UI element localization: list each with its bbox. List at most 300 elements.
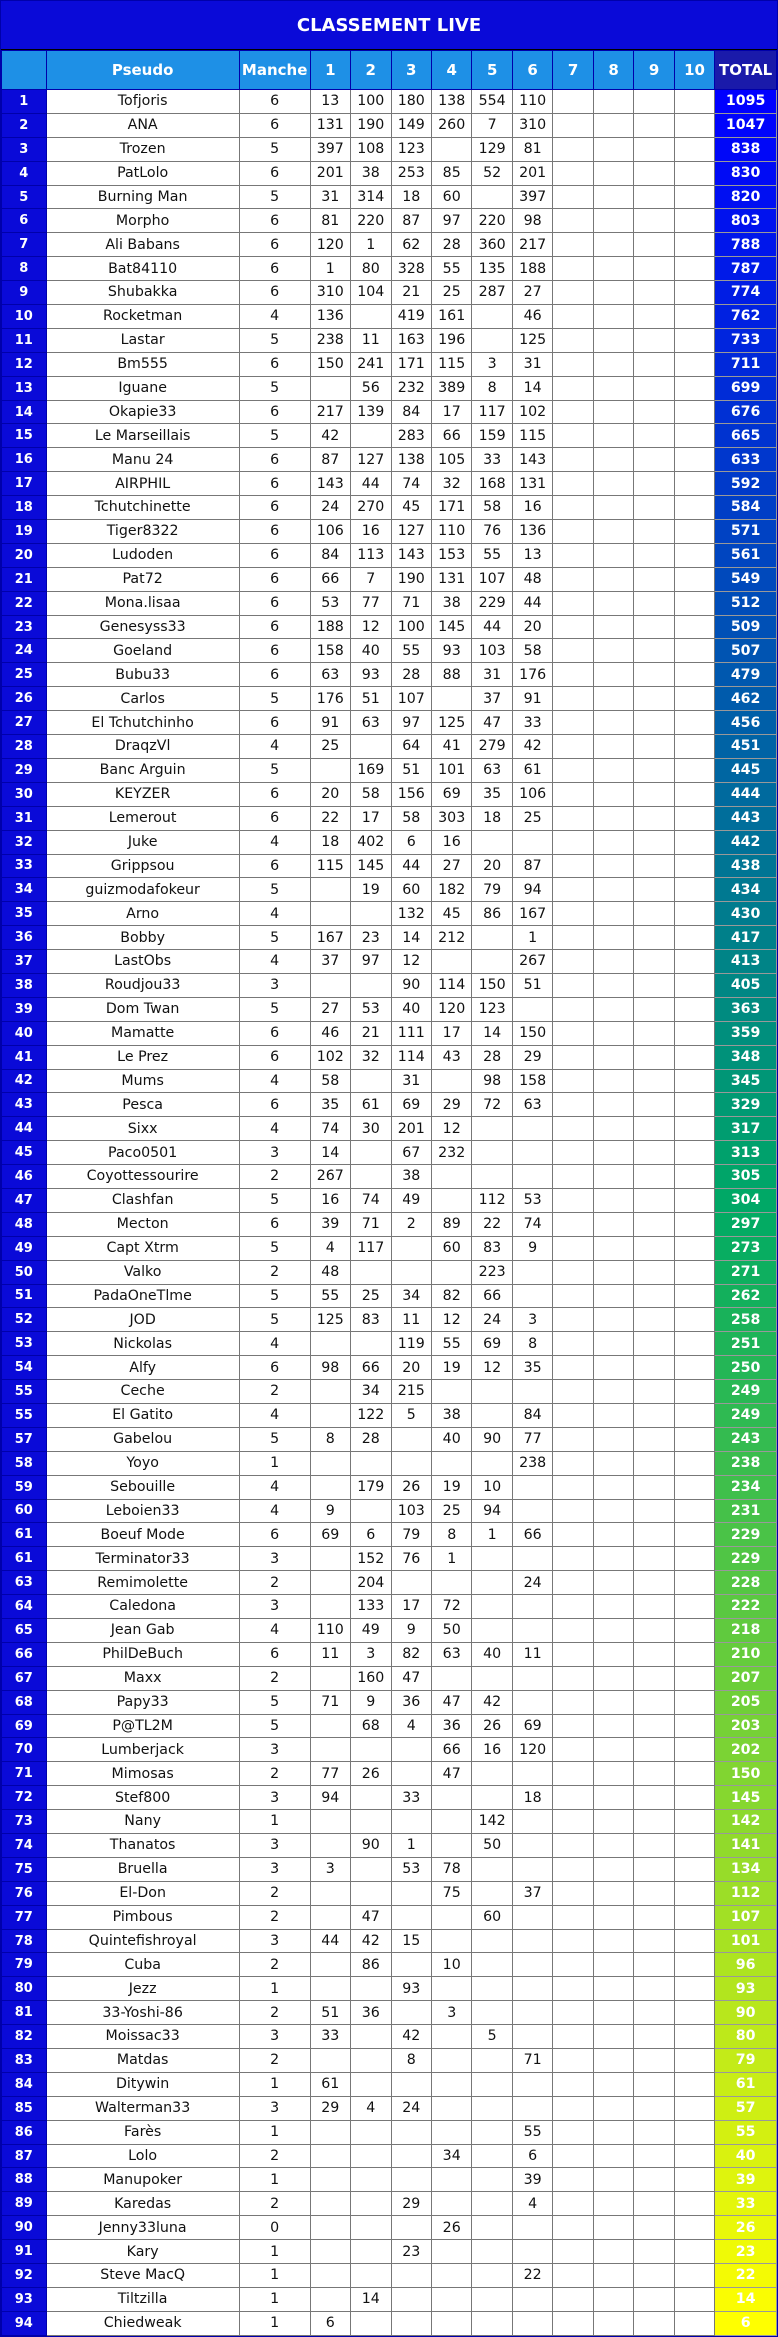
total-cell: 202 — [715, 1738, 777, 1762]
score-cell — [553, 472, 593, 496]
score-cell — [634, 2072, 674, 2096]
rank-cell: 51 — [2, 1284, 47, 1308]
pseudo-cell: Lastar — [46, 328, 239, 352]
table-row — [2, 1021, 777, 1045]
manche-cell: 6 — [239, 1093, 310, 1117]
score-cell — [634, 543, 674, 567]
pseudo-cell: Terminator33 — [46, 1547, 239, 1571]
score-cell — [553, 137, 593, 161]
score-cell: 68 — [351, 1714, 391, 1738]
score-cell — [634, 1380, 674, 1404]
score-cell: 55 — [431, 1332, 471, 1356]
pseudo-cell: Boeuf Mode — [46, 1523, 239, 1547]
score-cell — [553, 233, 593, 257]
manche-cell: 5 — [239, 926, 310, 950]
score-cell — [674, 2192, 714, 2216]
score-cell: 100 — [351, 90, 391, 114]
score-cell — [674, 424, 714, 448]
score-cell — [391, 2287, 431, 2311]
score-cell: 153 — [431, 543, 471, 567]
table-row — [2, 543, 777, 567]
score-cell: 1 — [512, 926, 552, 950]
score-cell — [593, 1953, 633, 1977]
score-cell — [634, 305, 674, 329]
rank-cell: 83 — [2, 2049, 47, 2073]
score-cell: 8 — [431, 1523, 471, 1547]
score-cell — [391, 1427, 431, 1451]
score-cell: 49 — [391, 1188, 431, 1212]
score-cell — [310, 1810, 350, 1834]
manche-cell: 4 — [239, 1619, 310, 1643]
total-cell: 107 — [715, 1905, 777, 1929]
score-cell: 98 — [512, 209, 552, 233]
total-cell: 229 — [715, 1547, 777, 1571]
score-cell — [593, 1165, 633, 1189]
score-cell — [431, 2025, 471, 2049]
round-header-1: 1 — [310, 51, 350, 90]
score-cell: 31 — [512, 352, 552, 376]
manche-cell: 5 — [239, 687, 310, 711]
score-cell: 18 — [310, 830, 350, 854]
score-cell — [593, 687, 633, 711]
score-cell: 215 — [391, 1380, 431, 1404]
round-header-10: 10 — [674, 51, 714, 90]
score-cell — [593, 2192, 633, 2216]
manche-cell: 1 — [239, 2287, 310, 2311]
score-cell — [553, 2072, 593, 2096]
manche-cell: 4 — [239, 830, 310, 854]
score-cell — [593, 161, 633, 185]
rank-cell: 88 — [2, 2168, 47, 2192]
score-cell: 158 — [310, 639, 350, 663]
score-cell — [674, 2311, 714, 2335]
score-cell — [553, 711, 593, 735]
manche-cell: 6 — [239, 161, 310, 185]
pseudo-cell: Nany — [46, 1810, 239, 1834]
table-row — [2, 496, 777, 520]
score-cell — [472, 2049, 512, 2073]
pseudo-cell: Valko — [46, 1260, 239, 1284]
score-cell — [674, 1236, 714, 1260]
score-cell — [634, 496, 674, 520]
score-cell — [674, 1523, 714, 1547]
total-cell: 222 — [715, 1595, 777, 1619]
score-cell: 51 — [310, 2001, 350, 2025]
score-cell — [674, 1356, 714, 1380]
pseudo-cell: Paco0501 — [46, 1141, 239, 1165]
score-cell — [431, 1165, 471, 1189]
manche-cell: 6 — [239, 257, 310, 281]
score-cell — [634, 1881, 674, 1905]
pseudo-cell: Ceche — [46, 1380, 239, 1404]
total-cell: 434 — [715, 878, 777, 902]
score-cell: 201 — [512, 161, 552, 185]
score-cell — [472, 1571, 512, 1595]
score-cell: 50 — [431, 1619, 471, 1643]
score-cell — [310, 376, 350, 400]
score-cell: 11 — [512, 1642, 552, 1666]
manche-cell: 2 — [239, 1666, 310, 1690]
manche-cell: 4 — [239, 902, 310, 926]
score-cell — [634, 137, 674, 161]
score-cell: 39 — [512, 2168, 552, 2192]
score-cell: 90 — [351, 1834, 391, 1858]
score-cell: 4 — [310, 1236, 350, 1260]
score-cell — [674, 161, 714, 185]
score-cell — [674, 2216, 714, 2240]
score-cell — [553, 1308, 593, 1332]
score-cell — [431, 1451, 471, 1475]
score-cell: 1 — [431, 1547, 471, 1571]
score-cell — [472, 1666, 512, 1690]
pseudo-cell: Remimolette — [46, 1571, 239, 1595]
pseudo-cell: Dom Twan — [46, 997, 239, 1021]
score-cell: 201 — [391, 1117, 431, 1141]
score-cell: 31 — [391, 1069, 431, 1093]
rank-cell: 36 — [2, 926, 47, 950]
total-cell: 313 — [715, 1141, 777, 1165]
score-cell — [351, 1332, 391, 1356]
score-cell — [553, 1881, 593, 1905]
score-cell: 176 — [310, 687, 350, 711]
manche-cell: 3 — [239, 973, 310, 997]
total-cell: 55 — [715, 2120, 777, 2144]
score-cell — [674, 639, 714, 663]
score-cell: 123 — [391, 137, 431, 161]
score-cell — [553, 1427, 593, 1451]
score-cell — [351, 1260, 391, 1284]
score-cell: 179 — [351, 1475, 391, 1499]
table-row — [2, 1093, 777, 1117]
score-cell — [593, 1141, 633, 1165]
score-cell: 45 — [431, 902, 471, 926]
score-cell — [431, 2072, 471, 2096]
score-cell — [553, 1069, 593, 1093]
score-cell — [310, 1403, 350, 1427]
score-cell — [310, 2120, 350, 2144]
score-cell — [472, 1165, 512, 1189]
manche-cell: 5 — [239, 376, 310, 400]
manche-cell: 2 — [239, 1881, 310, 1905]
manche-cell: 6 — [239, 1045, 310, 1069]
score-cell — [553, 1738, 593, 1762]
table-row — [2, 1451, 777, 1475]
score-cell — [593, 1690, 633, 1714]
pseudo-cell: Pat72 — [46, 567, 239, 591]
table-row — [2, 1188, 777, 1212]
score-cell — [674, 1571, 714, 1595]
score-cell: 19 — [351, 878, 391, 902]
pseudo-cell: Le Prez — [46, 1045, 239, 1069]
score-cell — [593, 185, 633, 209]
score-cell — [593, 2144, 633, 2168]
score-cell — [634, 950, 674, 974]
score-cell: 26 — [431, 2216, 471, 2240]
score-cell: 188 — [310, 615, 350, 639]
score-cell — [512, 1284, 552, 1308]
score-cell — [634, 1810, 674, 1834]
rank-cell: 19 — [2, 520, 47, 544]
score-cell: 6 — [512, 2144, 552, 2168]
manche-cell: 6 — [239, 806, 310, 830]
score-cell: 115 — [431, 352, 471, 376]
score-cell: 36 — [351, 2001, 391, 2025]
rank-cell: 60 — [2, 1499, 47, 1523]
score-cell — [674, 520, 714, 544]
rank-cell: 55 — [2, 1403, 47, 1427]
score-cell — [351, 2072, 391, 2096]
score-cell: 78 — [431, 1857, 471, 1881]
manche-cell: 2 — [239, 1380, 310, 1404]
score-cell: 66 — [512, 1523, 552, 1547]
rank-cell: 79 — [2, 1953, 47, 1977]
score-cell — [472, 1403, 512, 1427]
score-cell — [391, 2120, 431, 2144]
score-cell — [512, 1547, 552, 1571]
score-cell — [674, 1905, 714, 1929]
score-cell — [674, 663, 714, 687]
score-cell: 14 — [351, 2287, 391, 2311]
score-cell — [553, 496, 593, 520]
score-cell — [512, 2311, 552, 2335]
rank-cell: 31 — [2, 806, 47, 830]
manche-cell: 6 — [239, 1212, 310, 1236]
score-cell: 22 — [512, 2264, 552, 2288]
manche-header: Manche — [239, 51, 310, 90]
score-cell — [634, 1762, 674, 1786]
manche-cell: 5 — [239, 758, 310, 782]
score-cell: 38 — [431, 591, 471, 615]
score-cell: 56 — [351, 376, 391, 400]
rank-cell: 85 — [2, 2096, 47, 2120]
score-cell — [553, 257, 593, 281]
score-cell — [431, 1810, 471, 1834]
score-cell — [351, 1738, 391, 1762]
score-cell — [391, 2264, 431, 2288]
score-cell — [512, 1857, 552, 1881]
score-cell — [351, 1499, 391, 1523]
score-cell — [634, 90, 674, 114]
manche-cell: 2 — [239, 1762, 310, 1786]
score-cell — [391, 1451, 431, 1475]
score-cell — [472, 2120, 512, 2144]
score-cell — [593, 520, 633, 544]
table-row — [2, 352, 777, 376]
score-cell: 1 — [310, 257, 350, 281]
score-cell — [593, 1499, 633, 1523]
score-cell — [674, 567, 714, 591]
score-cell — [310, 1905, 350, 1929]
round-header-8: 8 — [593, 51, 633, 90]
total-cell: 141 — [715, 1834, 777, 1858]
score-cell — [512, 2025, 552, 2049]
score-cell — [674, 1427, 714, 1451]
score-cell — [553, 2001, 593, 2025]
score-cell: 28 — [351, 1427, 391, 1451]
table-row — [2, 806, 777, 830]
rank-cell: 24 — [2, 639, 47, 663]
score-cell — [593, 400, 633, 424]
total-cell: 838 — [715, 137, 777, 161]
table-row — [2, 2072, 777, 2096]
round-header-2: 2 — [351, 51, 391, 90]
score-cell — [553, 1236, 593, 1260]
total-cell: 26 — [715, 2216, 777, 2240]
score-cell — [593, 1881, 633, 1905]
score-cell — [512, 2072, 552, 2096]
table-row — [2, 1141, 777, 1165]
score-cell: 81 — [512, 137, 552, 161]
manche-cell: 3 — [239, 1857, 310, 1881]
score-cell — [351, 1857, 391, 1881]
score-cell — [593, 1093, 633, 1117]
score-cell — [553, 758, 593, 782]
score-cell: 171 — [431, 496, 471, 520]
score-cell — [634, 209, 674, 233]
score-cell — [553, 687, 593, 711]
score-cell: 107 — [391, 687, 431, 711]
score-cell: 60 — [431, 185, 471, 209]
total-cell: 711 — [715, 352, 777, 376]
pseudo-cell: Sixx — [46, 1117, 239, 1141]
score-cell — [634, 997, 674, 1021]
score-cell — [634, 615, 674, 639]
score-cell — [553, 520, 593, 544]
score-cell: 3 — [310, 1857, 350, 1881]
table-row — [2, 305, 777, 329]
score-cell — [593, 2072, 633, 2096]
manche-cell: 1 — [239, 2240, 310, 2264]
score-cell: 110 — [431, 520, 471, 544]
total-cell: 359 — [715, 1021, 777, 1045]
score-cell — [472, 2311, 512, 2335]
pseudo-cell: Tiger8322 — [46, 520, 239, 544]
manche-cell: 2 — [239, 1953, 310, 1977]
score-cell — [472, 1380, 512, 1404]
score-cell: 119 — [391, 1332, 431, 1356]
rank-cell: 70 — [2, 1738, 47, 1762]
total-cell: 80 — [715, 2025, 777, 2049]
score-cell — [634, 328, 674, 352]
score-cell: 32 — [431, 472, 471, 496]
score-cell: 176 — [512, 663, 552, 687]
table-row — [2, 376, 777, 400]
score-cell: 22 — [472, 1212, 512, 1236]
score-cell — [634, 1188, 674, 1212]
score-cell — [674, 352, 714, 376]
score-cell — [472, 1953, 512, 1977]
rank-cell: 14 — [2, 400, 47, 424]
table-row — [2, 997, 777, 1021]
score-cell: 53 — [512, 1188, 552, 1212]
pseudo-cell: Clashfan — [46, 1188, 239, 1212]
score-cell — [634, 2240, 674, 2264]
score-cell — [351, 2264, 391, 2288]
score-cell — [553, 878, 593, 902]
score-cell — [634, 161, 674, 185]
score-cell — [674, 1619, 714, 1643]
score-cell — [634, 663, 674, 687]
score-cell: 53 — [351, 997, 391, 1021]
score-cell: 110 — [512, 90, 552, 114]
score-cell: 131 — [512, 472, 552, 496]
score-cell — [512, 2240, 552, 2264]
score-cell: 402 — [351, 830, 391, 854]
score-cell: 40 — [351, 639, 391, 663]
score-cell — [351, 2311, 391, 2335]
score-cell: 51 — [351, 687, 391, 711]
table-row — [2, 448, 777, 472]
rank-cell: 86 — [2, 2120, 47, 2144]
score-cell: 44 — [351, 472, 391, 496]
score-cell — [431, 1834, 471, 1858]
score-cell: 232 — [391, 376, 431, 400]
score-cell — [553, 90, 593, 114]
total-cell: 413 — [715, 950, 777, 974]
score-cell — [553, 1212, 593, 1236]
table-row — [2, 1499, 777, 1523]
score-cell: 8 — [472, 376, 512, 400]
score-cell: 3 — [351, 1642, 391, 1666]
score-cell: 71 — [512, 2049, 552, 2073]
table-row — [2, 1762, 777, 1786]
score-cell — [593, 567, 633, 591]
score-cell: 98 — [310, 1356, 350, 1380]
score-cell — [634, 1929, 674, 1953]
pseudo-cell: Genesyss33 — [46, 615, 239, 639]
score-cell — [351, 1810, 391, 1834]
pseudo-cell: Quintefishroyal — [46, 1929, 239, 1953]
manche-cell: 6 — [239, 233, 310, 257]
score-cell — [472, 1881, 512, 1905]
score-cell — [634, 1905, 674, 1929]
score-cell: 77 — [310, 1762, 350, 1786]
table-row — [2, 711, 777, 735]
score-cell: 41 — [431, 735, 471, 759]
score-cell — [674, 496, 714, 520]
score-cell — [472, 1547, 512, 1571]
manche-cell: 2 — [239, 1260, 310, 1284]
score-cell — [553, 1929, 593, 1953]
score-cell — [512, 1380, 552, 1404]
pseudo-header: Pseudo — [46, 51, 239, 90]
score-cell — [553, 1332, 593, 1356]
score-cell — [593, 1595, 633, 1619]
score-cell — [634, 1045, 674, 1069]
score-cell — [634, 687, 674, 711]
score-cell — [593, 830, 633, 854]
pseudo-cell: Manu 24 — [46, 448, 239, 472]
score-cell: 104 — [351, 281, 391, 305]
score-cell: 138 — [391, 448, 431, 472]
score-cell — [512, 2287, 552, 2311]
score-cell — [431, 1929, 471, 1953]
score-cell — [674, 2168, 714, 2192]
rank-cell: 34 — [2, 878, 47, 902]
score-cell: 76 — [472, 520, 512, 544]
score-cell: 69 — [310, 1523, 350, 1547]
score-cell: 106 — [512, 782, 552, 806]
table-row — [2, 2216, 777, 2240]
score-cell — [310, 1738, 350, 1762]
score-cell — [593, 113, 633, 137]
table-row — [2, 950, 777, 974]
score-cell: 27 — [431, 854, 471, 878]
manche-cell: 6 — [239, 1356, 310, 1380]
score-cell: 6 — [310, 2311, 350, 2335]
score-cell — [674, 2120, 714, 2144]
pseudo-cell: Jezz — [46, 1977, 239, 2001]
